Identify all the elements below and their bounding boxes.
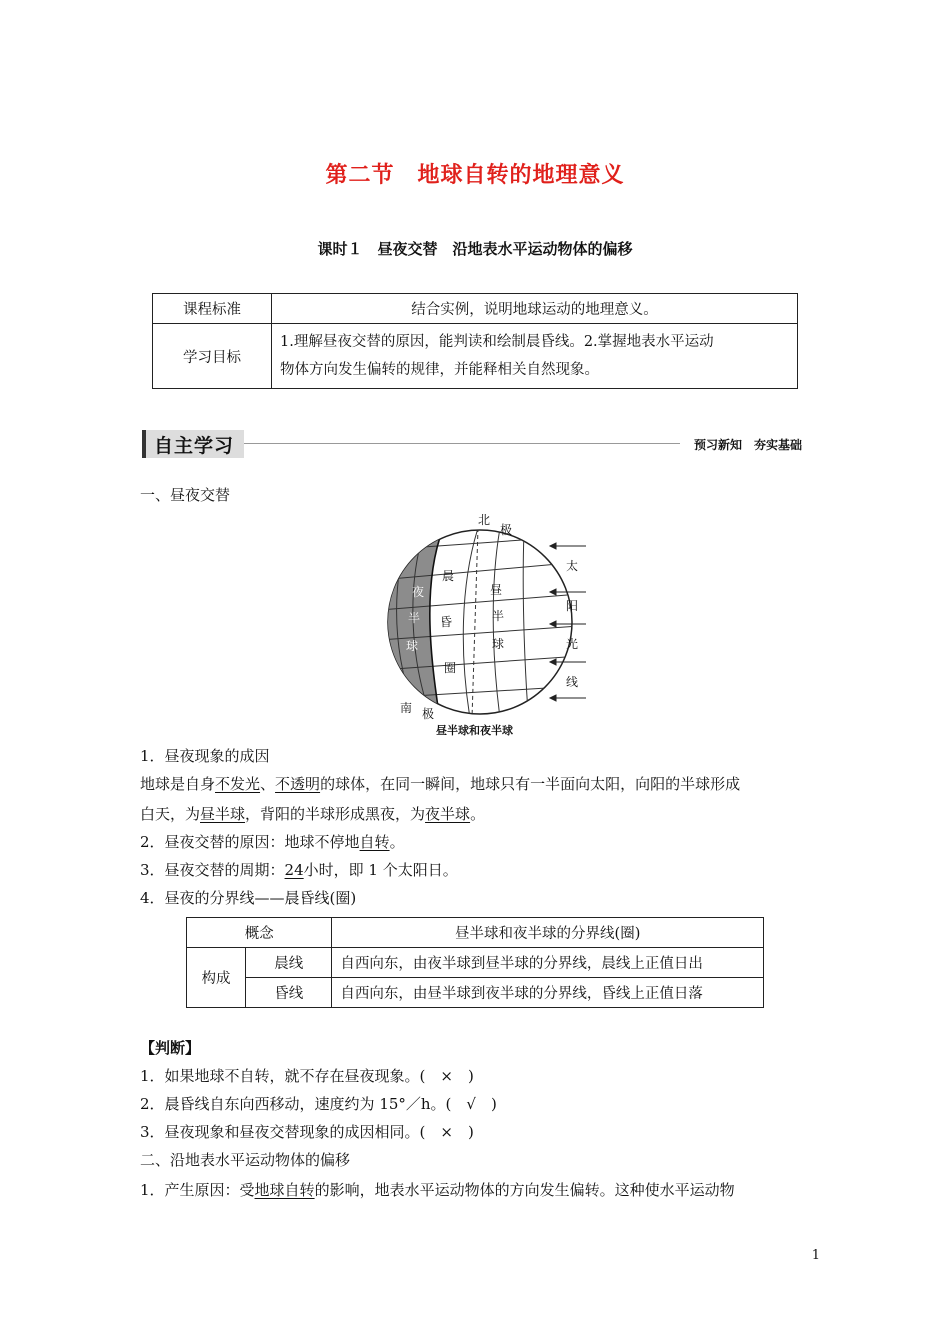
figure-caption: 昼半球和夜半球: [436, 724, 513, 737]
objectives-line-1: 1.理解昼夜交替的原因，能判读和绘制晨昏线。2.掌握地表水平运动: [280, 334, 714, 350]
answer-blank: 不透明: [275, 775, 321, 793]
banner-right-text: 预习新知 夯实基础: [694, 438, 803, 452]
north-label: 北: [478, 513, 491, 527]
item1-line2: [140, 800, 485, 828]
north-label-2: 极: [500, 523, 513, 537]
day-char-2: 半: [492, 609, 505, 623]
text: 白天，为: [140, 805, 201, 823]
banner-rule: [244, 443, 680, 444]
item4: 4．昼夜的分界线——晨昏线(圈): [140, 889, 357, 907]
night-char-1: 夜: [412, 585, 425, 599]
text: 。: [470, 805, 486, 823]
text: ，背阳的半球形成黑夜，为: [245, 805, 426, 823]
judge-heading: 【判断】: [140, 1039, 201, 1057]
page-title: 第二节 地球自转的地理意义: [325, 163, 625, 188]
sun-char-3: 光: [566, 637, 579, 651]
section1-heading: 一、昼夜交替: [140, 486, 231, 504]
text: 、: [260, 775, 276, 793]
sun-char-2: 阳: [566, 599, 579, 613]
page-number: 1: [811, 1248, 820, 1263]
dawn-char-3: 圈: [444, 661, 457, 675]
dusk-line-name: 昏线: [246, 978, 332, 1008]
item1-heading: 1．昼夜现象的成因: [140, 747, 270, 765]
text: 3．昼夜交替的周期：: [140, 861, 285, 879]
item1-line1: [140, 770, 740, 798]
text: 1．产生原因：受: [140, 1181, 255, 1199]
concept-header-1: 概念: [187, 918, 332, 948]
judge-q1: 1．如果地球不自转，就不存在昼夜现象。( × ): [140, 1067, 474, 1085]
day-char-1: 昼: [490, 583, 503, 597]
judge-q2: 2．晨昏线自东向西移动，速度约为 15°／h。( √ ): [140, 1095, 497, 1113]
dawn-char-2: 昏: [440, 615, 453, 629]
concept-group: 构成: [187, 948, 246, 1008]
item2: [140, 828, 405, 856]
night-char-2: 半: [408, 611, 421, 625]
answer-blank: 昼半球: [200, 805, 246, 823]
concept-table: [186, 917, 764, 1008]
section2-heading: 二、沿地表水平运动物体的偏移: [140, 1151, 351, 1169]
dawn-line-desc: 自西向东，由夜半球到昼半球的分界线，晨线上正值日出: [332, 948, 764, 978]
text: 地球是自身: [140, 775, 216, 793]
dawn-line-name: 晨线: [246, 948, 332, 978]
answer-blank: 不发光: [215, 775, 261, 793]
banner-label: 自主学习: [154, 435, 235, 457]
answer-blank: 夜半球: [425, 805, 471, 823]
night-char-3: 球: [406, 639, 419, 653]
judge-q3: 3．昼夜现象和昼夜交替现象的成因相同。( × ): [140, 1123, 474, 1141]
dusk-line-desc: 自西向东，由昼半球到夜半球的分界线，昏线上正值日落: [332, 978, 764, 1008]
text: 。: [389, 833, 405, 851]
answer-blank: 自转: [359, 833, 390, 851]
text: 的球体，在同一瞬间，地球只有一半面向太阳，向阳的半球形成: [320, 775, 741, 793]
item3: [140, 856, 458, 884]
answer-blank: 地球自转: [254, 1181, 315, 1199]
standards-value: 结合实例，说明地球运动的地理意义。: [272, 294, 798, 324]
objectives-value: [272, 324, 798, 389]
south-label: 南: [400, 701, 413, 715]
standards-table: [152, 293, 798, 389]
south-label-2: 极: [422, 707, 435, 721]
globe-figure: [360, 506, 600, 742]
dawn-char-1: 晨: [442, 569, 455, 583]
sun-char-4: 线: [566, 675, 579, 689]
concept-header-2: 昼半球和夜半球的分界线(圈): [332, 918, 764, 948]
objectives-label: 学习目标: [153, 324, 272, 389]
text: 2．昼夜交替的原因：地球不停地: [140, 833, 360, 851]
section2-item1: [140, 1176, 735, 1204]
lesson-subtitle: 课时１ 昼夜交替 沿地表水平运动物体的偏移: [317, 240, 633, 258]
text: 的影响，地表水平运动物体的方向发生偏转。这种使水平运动物: [314, 1181, 735, 1199]
answer-blank: 24: [284, 861, 304, 879]
objectives-line-2: 物体方向发生偏转的规律，并能释相关自然现象。: [280, 362, 599, 378]
day-char-3: 球: [492, 637, 505, 651]
text: 小时，即 1 个太阳日。: [303, 861, 458, 879]
standards-label: 课程标准: [153, 294, 272, 324]
sun-char-1: 太: [566, 559, 579, 573]
